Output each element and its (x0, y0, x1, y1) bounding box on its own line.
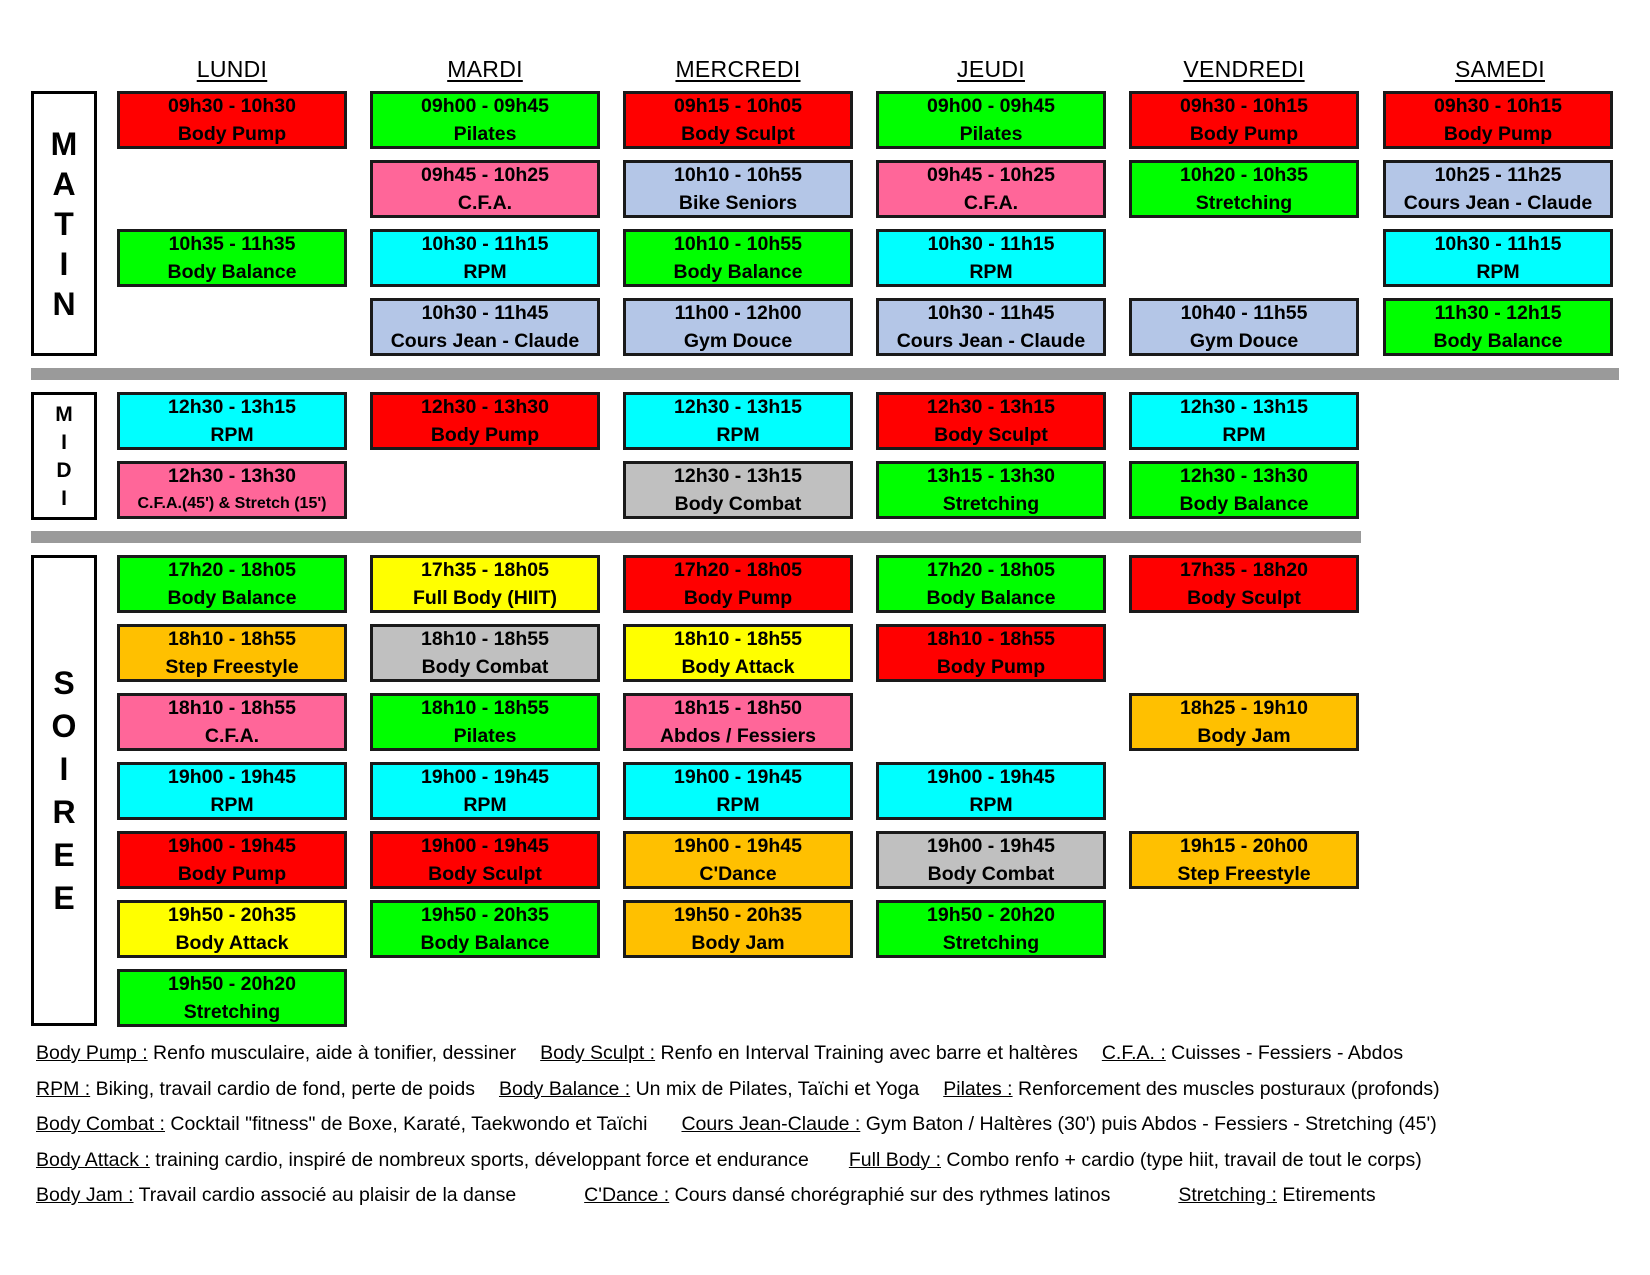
period-letter: I (59, 245, 69, 282)
class-time: 12h30 - 13h30 (1180, 465, 1308, 487)
legend-item (681, 1107, 1436, 1143)
class-time: 12h30 - 13h15 (674, 465, 802, 487)
class-slot (876, 762, 1106, 820)
legend-desc: Renforcement des muscles posturaux (profonds) (1012, 1077, 1440, 1100)
class-slot (1383, 160, 1613, 218)
class-name: Pilates (453, 123, 517, 145)
legend-term: C'Dance : (584, 1184, 670, 1206)
legend-item (540, 1036, 1078, 1072)
class-slot (623, 392, 853, 450)
period-letter: E (53, 880, 75, 916)
period-letter: I (59, 751, 69, 787)
legend-desc: Combo renfo + cardio (type hiit, travail de tout le corps) (941, 1148, 1422, 1171)
class-slot (1129, 91, 1359, 149)
class-time: 12h30 - 13h15 (1180, 396, 1308, 418)
class-time: 18h15 - 18h50 (674, 697, 802, 719)
class-name: Body Balance (1433, 330, 1563, 352)
class-slot (623, 298, 853, 356)
class-name: RPM (716, 424, 760, 446)
class-name: C.F.A.(45') & Stretch (15') (137, 495, 327, 512)
class-slot (1129, 831, 1359, 889)
legend-term: Pilates : (943, 1077, 1013, 1100)
class-slot (1383, 91, 1613, 149)
class-slot (876, 91, 1106, 149)
class-slot (876, 392, 1106, 450)
class-slot (117, 624, 347, 682)
class-slot (1383, 229, 1613, 287)
class-slot (1129, 160, 1359, 218)
class-time: 19h00 - 19h45 (421, 766, 549, 788)
class-name: Body Pump (936, 656, 1046, 678)
day-header-mardi: MARDI (447, 56, 523, 82)
class-name: Body Balance (167, 261, 297, 283)
class-slot (1129, 461, 1359, 519)
legend-row (36, 1143, 1626, 1179)
class-name: Full Body (HIIT) (412, 587, 558, 609)
legend-desc: Etirements (1276, 1184, 1376, 1206)
legend-row (36, 1107, 1626, 1143)
class-name: RPM (210, 424, 254, 446)
class-slot (623, 762, 853, 820)
legend-desc: Travail cardio associé au plaisir de la danse (133, 1184, 517, 1206)
class-slot (876, 461, 1106, 519)
class-time: 19h50 - 20h35 (674, 904, 802, 926)
legend-item (36, 1178, 516, 1214)
class-time: 11h30 - 12h15 (1434, 302, 1562, 324)
class-slot (876, 298, 1106, 356)
class-name: Gym Douce (683, 330, 793, 352)
class-name: RPM (210, 794, 254, 816)
class-time: 09h45 - 10h25 (421, 164, 549, 186)
period-letter: D (56, 458, 72, 482)
legend-item (943, 1072, 1439, 1108)
class-name: C.F.A. (963, 192, 1019, 214)
class-time: 09h30 - 10h15 (1434, 95, 1562, 117)
class-name: Body Combat (927, 863, 1055, 885)
class-time: 09h15 - 10h05 (674, 95, 802, 117)
period-letter: R (52, 794, 76, 830)
class-slot (370, 392, 600, 450)
class-time: 10h30 - 11h15 (927, 233, 1055, 255)
class-time: 19h00 - 19h45 (168, 766, 296, 788)
class-slot (370, 693, 600, 751)
class-slot (117, 969, 347, 1027)
class-name: Body Pump (683, 587, 793, 609)
legend-term: Body Balance : (498, 1077, 631, 1100)
class-name: Body Attack (681, 656, 795, 678)
class-time: 19h00 - 19h45 (927, 766, 1055, 788)
class-name: RPM (1476, 261, 1520, 283)
class-slot (623, 229, 853, 287)
class-time: 10h20 - 10h35 (1180, 164, 1308, 186)
class-time: 19h50 - 20h20 (168, 973, 296, 995)
class-name: Gym Douce (1189, 330, 1299, 352)
class-name: Stretching (942, 932, 1040, 954)
class-name: Body Combat (674, 493, 802, 515)
legend-item (849, 1143, 1422, 1179)
class-slot (623, 461, 853, 519)
class-name: RPM (1222, 424, 1266, 446)
period-letter: E (53, 837, 75, 873)
class-time: 19h50 - 20h35 (168, 904, 296, 926)
divider-midi-soiree (31, 531, 1361, 543)
class-time: 19h00 - 19h45 (674, 766, 802, 788)
class-time: 19h00 - 19h45 (927, 835, 1055, 857)
legend-term: Body Sculpt : (540, 1042, 656, 1064)
class-name: Step Freestyle (1177, 863, 1311, 885)
legend-term: RPM : (36, 1077, 91, 1100)
class-time: 18h10 - 18h55 (168, 628, 296, 650)
class-time: 18h10 - 18h55 (421, 697, 549, 719)
class-slot (623, 160, 853, 218)
legend-item (36, 1107, 647, 1143)
class-slot (117, 229, 347, 287)
period-label-matin (31, 91, 97, 356)
class-name: RPM (716, 794, 760, 816)
class-slot (1129, 693, 1359, 751)
class-slot (876, 555, 1106, 613)
class-name: Body Jam (691, 932, 785, 954)
legend-item (36, 1036, 516, 1072)
class-time: 19h50 - 20h20 (927, 904, 1055, 926)
legend-term: Full Body : (848, 1148, 941, 1171)
class-time: 17h35 - 18h05 (421, 559, 549, 581)
class-slot (370, 229, 600, 287)
class-name: Body Pump (177, 863, 287, 885)
class-time: 19h00 - 19h45 (168, 835, 296, 857)
period-letter: I (61, 486, 67, 510)
class-slot (370, 555, 600, 613)
class-time: 13h15 - 13h30 (927, 465, 1055, 487)
legend-item (36, 1072, 475, 1108)
legend-desc: Renfo musculaire, aide à tonifier, dessiner (147, 1042, 517, 1064)
legend-item (584, 1178, 1110, 1214)
class-slot (623, 624, 853, 682)
legend-desc: Biking, travail cardio de fond, perte de poids (90, 1077, 475, 1100)
class-name: Body Jam (1197, 725, 1291, 747)
class-time: 09h00 - 09h45 (927, 95, 1055, 117)
class-time: 12h30 - 13h15 (168, 396, 296, 418)
class-time: 10h10 - 10h55 (674, 233, 802, 255)
class-name: Stretching (183, 1001, 281, 1023)
class-time: 11h00 - 12h00 (674, 302, 802, 324)
legend-item (36, 1143, 809, 1179)
class-name: RPM (463, 261, 507, 283)
period-letter: I (61, 430, 67, 454)
class-time: 19h00 - 19h45 (674, 835, 802, 857)
class-time: 10h10 - 10h55 (674, 164, 802, 186)
class-slot (370, 900, 600, 958)
class-slot (623, 555, 853, 613)
class-slot (623, 693, 853, 751)
class-slot (117, 831, 347, 889)
class-name: Cours Jean - Claude (896, 330, 1086, 352)
class-time: 09h00 - 09h45 (421, 95, 549, 117)
divider-matin-midi (31, 368, 1619, 380)
class-name: Body Pump (1189, 123, 1299, 145)
class-time: 19h50 - 20h35 (421, 904, 549, 926)
class-slot (1383, 298, 1613, 356)
class-slot (876, 160, 1106, 218)
class-time: 19h15 - 20h00 (1180, 835, 1308, 857)
class-name: C.F.A. (457, 192, 513, 214)
class-time: 10h30 - 11h45 (421, 302, 549, 324)
class-time: 10h35 - 11h35 (168, 233, 296, 255)
class-name: Body Balance (926, 587, 1056, 609)
class-name: Cours Jean - Claude (1403, 192, 1593, 214)
class-time: 18h10 - 18h55 (674, 628, 802, 650)
class-name: Body Balance (1179, 493, 1309, 515)
class-slot (1129, 298, 1359, 356)
class-time: 10h25 - 11h25 (1434, 164, 1562, 186)
period-letter: M (50, 125, 78, 162)
class-time: 18h10 - 18h55 (421, 628, 549, 650)
legend-term: Body Pump : (36, 1042, 148, 1064)
class-slot (623, 831, 853, 889)
class-name: Stretching (942, 493, 1040, 515)
class-name: RPM (463, 794, 507, 816)
class-name: Body Balance (167, 587, 297, 609)
period-label-midi (31, 392, 97, 520)
legend-term: Body Combat : (36, 1113, 165, 1135)
class-name: Stretching (1195, 192, 1293, 214)
class-time: 09h30 - 10h30 (168, 95, 296, 117)
class-slot (370, 91, 600, 149)
class-slot (1129, 555, 1359, 613)
legend-row (36, 1036, 1626, 1072)
class-time: 19h00 - 19h45 (421, 835, 549, 857)
legend-desc: Un mix de Pilates, Taïchi et Yoga (630, 1077, 920, 1100)
class-name: Body Balance (420, 932, 550, 954)
day-header-samedi: SAMEDI (1455, 56, 1545, 82)
period-letter: S (53, 665, 75, 701)
class-name: Bike Seniors (678, 192, 798, 214)
day-header-mercredi: MERCREDI (675, 56, 801, 82)
class-name: RPM (969, 794, 1013, 816)
class-slot (876, 229, 1106, 287)
class-time: 09h30 - 10h15 (1180, 95, 1308, 117)
legend-term: Stretching : (1178, 1184, 1277, 1206)
period-letter: N (52, 285, 76, 322)
class-slot (117, 555, 347, 613)
legend-term: Body Jam : (36, 1184, 134, 1206)
class-name: Body Pump (177, 123, 287, 145)
class-time: 10h30 - 11h15 (421, 233, 549, 255)
class-name: Body Sculpt (934, 424, 1048, 446)
class-slot (623, 900, 853, 958)
class-slot (876, 831, 1106, 889)
class-slot (370, 624, 600, 682)
class-slot (117, 900, 347, 958)
class-slot (876, 900, 1106, 958)
legend-desc: Renfo en Interval Training avec barre et haltères (655, 1042, 1078, 1064)
legend-row (36, 1072, 1626, 1108)
day-header-vendredi: VENDREDI (1183, 56, 1305, 82)
legend-item (1102, 1036, 1403, 1072)
class-name: RPM (969, 261, 1013, 283)
legend-desc: Gym Baton / Haltères (30') puis Abdos - Fessiers - Stretching (45') (860, 1113, 1437, 1135)
class-slot (117, 762, 347, 820)
class-time: 10h40 - 11h55 (1180, 302, 1308, 324)
class-name: Body Sculpt (1187, 587, 1301, 609)
class-time: 18h10 - 18h55 (927, 628, 1055, 650)
class-name: Cours Jean - Claude (390, 330, 580, 352)
class-name: Body Pump (430, 424, 540, 446)
class-time: 17h20 - 18h05 (674, 559, 802, 581)
class-slot (117, 91, 347, 149)
period-letter: O (51, 708, 77, 744)
class-slot (370, 160, 600, 218)
legend-desc: Cocktail "fitness" de Boxe, Karaté, Taekwondo et Taïchi (164, 1113, 648, 1135)
legend-term: C.F.A. : (1101, 1042, 1166, 1064)
class-name: Body Pump (1443, 123, 1553, 145)
legend-desc: Cuisses - Fessiers - Abdos (1165, 1042, 1404, 1064)
legend-term: Body Attack : (36, 1148, 150, 1171)
class-name: Body Balance (673, 261, 803, 283)
class-time: 12h30 - 13h15 (674, 396, 802, 418)
class-slot (117, 461, 347, 519)
class-slot (117, 693, 347, 751)
legend-term: Cours Jean-Claude : (681, 1113, 861, 1135)
class-name: Pilates (959, 123, 1023, 145)
class-name: C.F.A. (204, 725, 260, 747)
class-time: 17h35 - 18h20 (1180, 559, 1308, 581)
class-time: 12h30 - 13h30 (421, 396, 549, 418)
class-name: Body Sculpt (428, 863, 542, 885)
class-name: Abdos / Fessiers (659, 725, 817, 747)
legend-desc: Cours dansé chorégraphié sur des rythmes latinos (669, 1184, 1111, 1206)
class-name: Step Freestyle (165, 656, 299, 678)
class-name: Body Combat (421, 656, 549, 678)
class-slot (876, 624, 1106, 682)
class-time: 17h20 - 18h05 (927, 559, 1055, 581)
legend-row (36, 1178, 1626, 1214)
day-header-jeudi: JEUDI (957, 56, 1025, 82)
class-time: 18h25 - 19h10 (1180, 697, 1308, 719)
class-slot (370, 298, 600, 356)
class-time: 10h30 - 11h15 (1434, 233, 1562, 255)
legend-item (1178, 1178, 1375, 1214)
class-slot (623, 91, 853, 149)
class-name: Body Sculpt (681, 123, 795, 145)
legend-desc: training cardio, inspiré de nombreux sports, développant force et endurance (149, 1148, 809, 1171)
class-time: 17h20 - 18h05 (168, 559, 296, 581)
class-name: Pilates (453, 725, 517, 747)
class-time: 12h30 - 13h15 (927, 396, 1055, 418)
period-label-soiree (31, 555, 97, 1026)
class-time: 10h30 - 11h45 (927, 302, 1055, 324)
class-slot (1129, 392, 1359, 450)
class-slot (370, 762, 600, 820)
class-slot (117, 392, 347, 450)
legend-item (499, 1072, 919, 1108)
class-time: 09h45 - 10h25 (927, 164, 1055, 186)
class-time: 18h10 - 18h55 (168, 697, 296, 719)
period-letter: A (52, 165, 76, 202)
class-name: Body Attack (175, 932, 289, 954)
legend (36, 1036, 1626, 1214)
class-time: 12h30 - 13h30 (168, 465, 296, 487)
day-header-lundi: LUNDI (196, 56, 268, 82)
class-slot (370, 831, 600, 889)
period-letter: M (55, 402, 73, 426)
period-letter: T (54, 205, 74, 242)
class-name: C'Dance (699, 863, 777, 885)
